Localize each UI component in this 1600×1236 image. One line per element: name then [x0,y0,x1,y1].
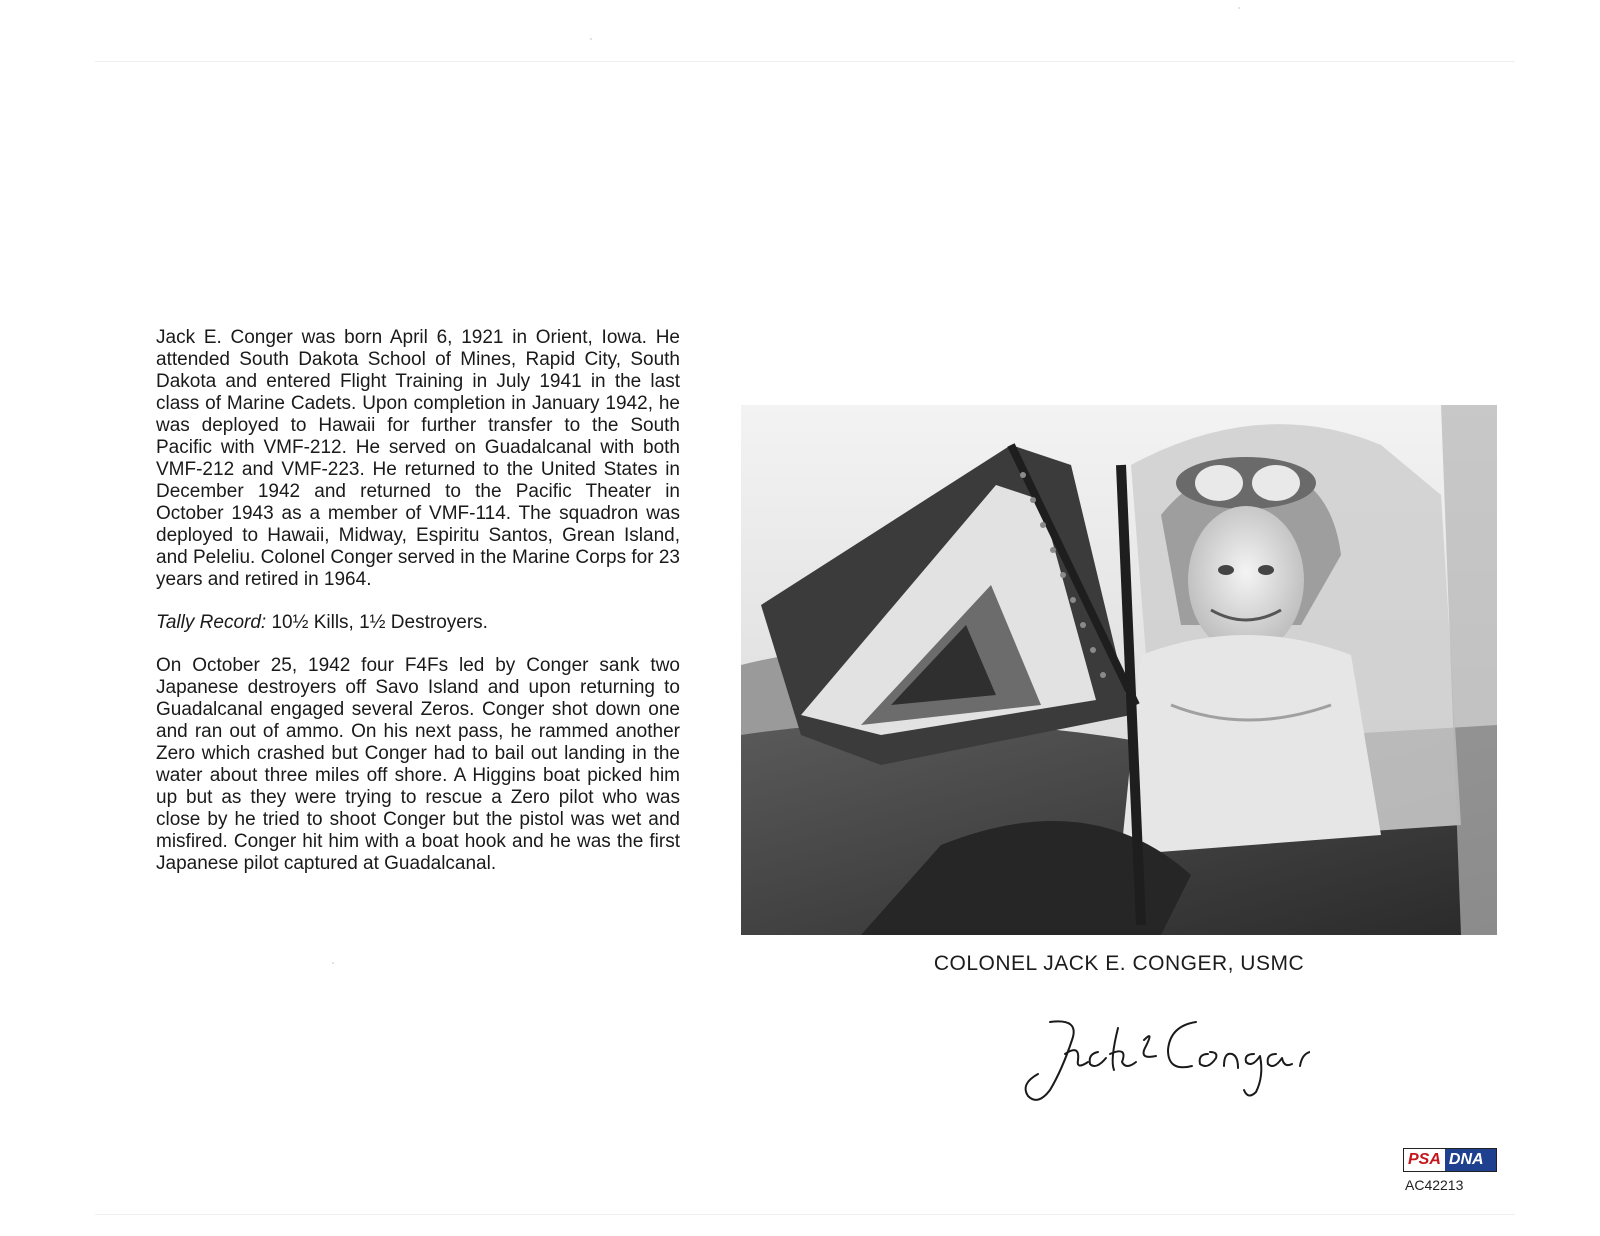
biography-text [156,327,680,875]
tally-record-value: 10½ Kills, 1½ Destroyers. [266,612,488,633]
authentication-code: AC42213 [1405,1177,1464,1193]
psa-dna-logo [1403,1148,1497,1172]
bottom-edge-line [95,1214,1515,1215]
top-edge-line [95,61,1515,62]
logo-left-text: PSA [1404,1149,1445,1171]
biography-paragraph: On October 25, 1942 four F4Fs led by Conger sank two Japanese destroyers off Savo Island and upon returning to Guadalcanal engaged several Zeros. Conger shot down one and ran out of ammo. On his next pass, he rammed another Zero which crashed but Conger had to bail out landing in the water about three miles off shore. A Higgins boat picked him up but as they were trying to rescue a Zero pilot who was close by he tried to shoot Conger but the pistol was wet and misfired. Conger hit him with a boat hook and he was the first Japanese pilot captured at Guadalcanal. [156,655,680,874]
tally-record-label: Tally Record: [156,612,267,633]
authentication-sticker [1403,1148,1503,1198]
pilot-cockpit-photo [741,405,1497,935]
paper-speck [590,38,592,40]
logo-right-text: DNA [1445,1149,1496,1171]
handwritten-signature [1010,1010,1310,1140]
photo-caption: COLONEL JACK E. CONGER, USMC [933,952,1305,975]
paper-speck [1238,7,1240,9]
paper-speck [332,962,334,964]
tally-record [156,612,680,634]
biography-paragraph: Jack E. Conger was born April 6, 1921 in Orient, Iowa. He attended South Dakota School of Mines, Rapid City, South Dakota and entered Flight Training in July 1941 in the last class of Marine Cadets. Upon completion in January 1942, he was deployed to Hawaii for further transfer to the South Pacific with VMF-212. He served on Guadalcanal with both VMF-212 and VMF-223. He returned to the United States in December 1942 and returned to the Pacific Theater in October 1943 as a member of VMF-114. The squadron was deployed to Hawaii, Midway, Espiritu Santos, Grean Island, and Peleliu. Colonel Conger served in the Marine Corps for 23 years and retired in 1964. [156,327,680,590]
